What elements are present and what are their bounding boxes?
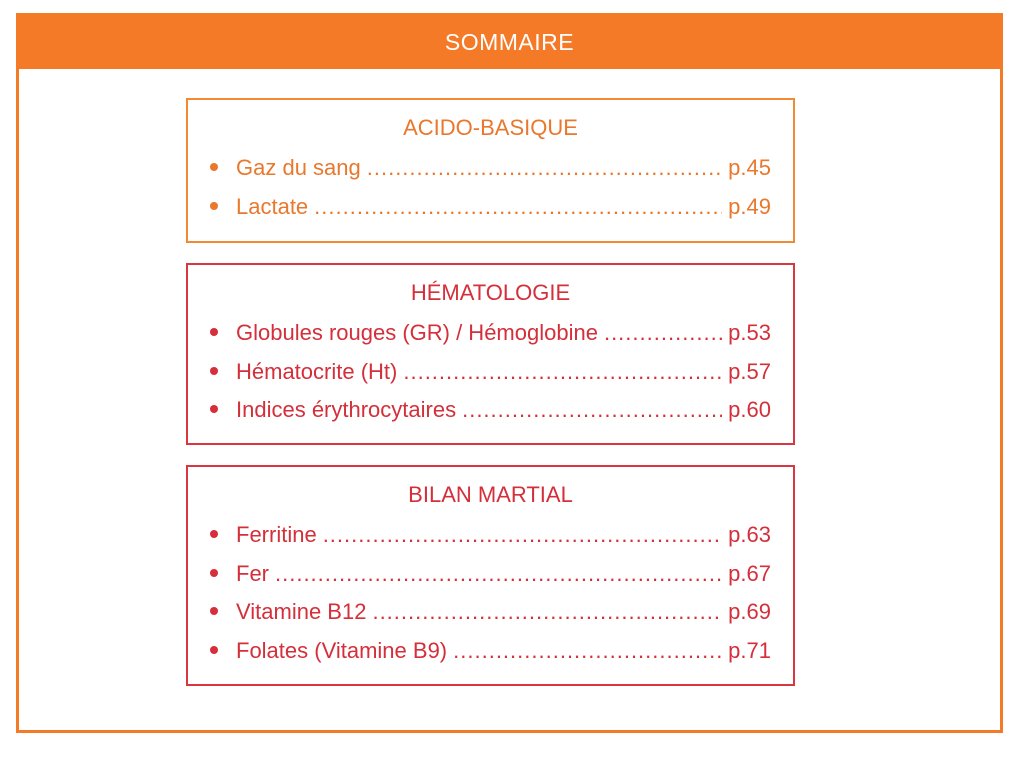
bullet-icon [210, 202, 218, 210]
dot-leader [604, 314, 722, 353]
bullet-icon [210, 646, 218, 654]
toc-item-lactate[interactable] [210, 188, 771, 227]
section-title: BILAN MARTIAL [408, 482, 573, 507]
toc-item-page: p.60 [728, 397, 771, 422]
dot-leader [372, 593, 722, 632]
section-item-list [188, 516, 793, 670]
toc-item-page: p.69 [728, 599, 771, 624]
bullet-icon [210, 328, 218, 336]
toc-item-label: Globules rouges (GR) / Hémoglobine [236, 320, 598, 345]
toc-item-page: p.49 [728, 193, 771, 219]
dot-leader [323, 516, 722, 555]
bullet-icon [210, 607, 218, 615]
toc-item-page: p.45 [728, 155, 771, 180]
toc-item-ferritine[interactable] [210, 516, 771, 555]
toc-item-indices-erythrocytaires[interactable] [210, 391, 771, 430]
section-hematologie [186, 263, 795, 445]
section-item-list [188, 314, 793, 430]
section-title: ACIDO-BASIQUE [403, 115, 578, 140]
bullet-icon [210, 367, 218, 375]
toc-item-page: p.53 [728, 320, 771, 345]
bullet-icon [210, 530, 218, 538]
toc-item-page: p.63 [728, 522, 771, 547]
toc-item-label: Ferritine [236, 522, 317, 547]
summary-title: SOMMAIRE [444, 29, 575, 55]
bullet-icon [210, 569, 218, 577]
toc-item-globules-rouges[interactable] [210, 314, 771, 353]
toc-item-label: Fer [236, 560, 269, 586]
toc-item-label: Hématocrite (Ht) [236, 358, 398, 384]
toc-item-label: Folates (Vitamine B9) [236, 637, 448, 663]
bullet-icon [210, 163, 218, 171]
summary-header [19, 16, 1000, 69]
dot-leader [403, 353, 722, 392]
dot-leader [367, 149, 722, 188]
toc-item-vitamine-b12[interactable] [210, 593, 771, 632]
toc-item-page: p.57 [728, 358, 771, 384]
toc-item-label: Lactate [236, 193, 309, 219]
dot-leader [453, 632, 722, 671]
section-acido-basique [186, 98, 795, 243]
toc-item-folates[interactable] [210, 632, 771, 671]
dot-leader [462, 391, 722, 430]
toc-item-hematocrite[interactable] [210, 353, 771, 392]
section-bilan-martial [186, 465, 795, 686]
toc-item-page: p.67 [728, 560, 771, 586]
dot-leader [275, 555, 722, 594]
toc-item-fer[interactable] [210, 555, 771, 594]
bullet-icon [210, 405, 218, 413]
toc-item-label: Gaz du sang [236, 155, 361, 180]
section-item-list [188, 149, 793, 226]
toc-item-label: Vitamine B12 [236, 599, 367, 624]
toc-item-label: Indices érythrocytaires [236, 397, 457, 422]
toc-item-gaz-du-sang[interactable] [210, 149, 771, 188]
dot-leader [314, 188, 722, 227]
section-title: HÉMATOLOGIE [410, 280, 571, 305]
toc-item-page: p.71 [728, 637, 771, 663]
